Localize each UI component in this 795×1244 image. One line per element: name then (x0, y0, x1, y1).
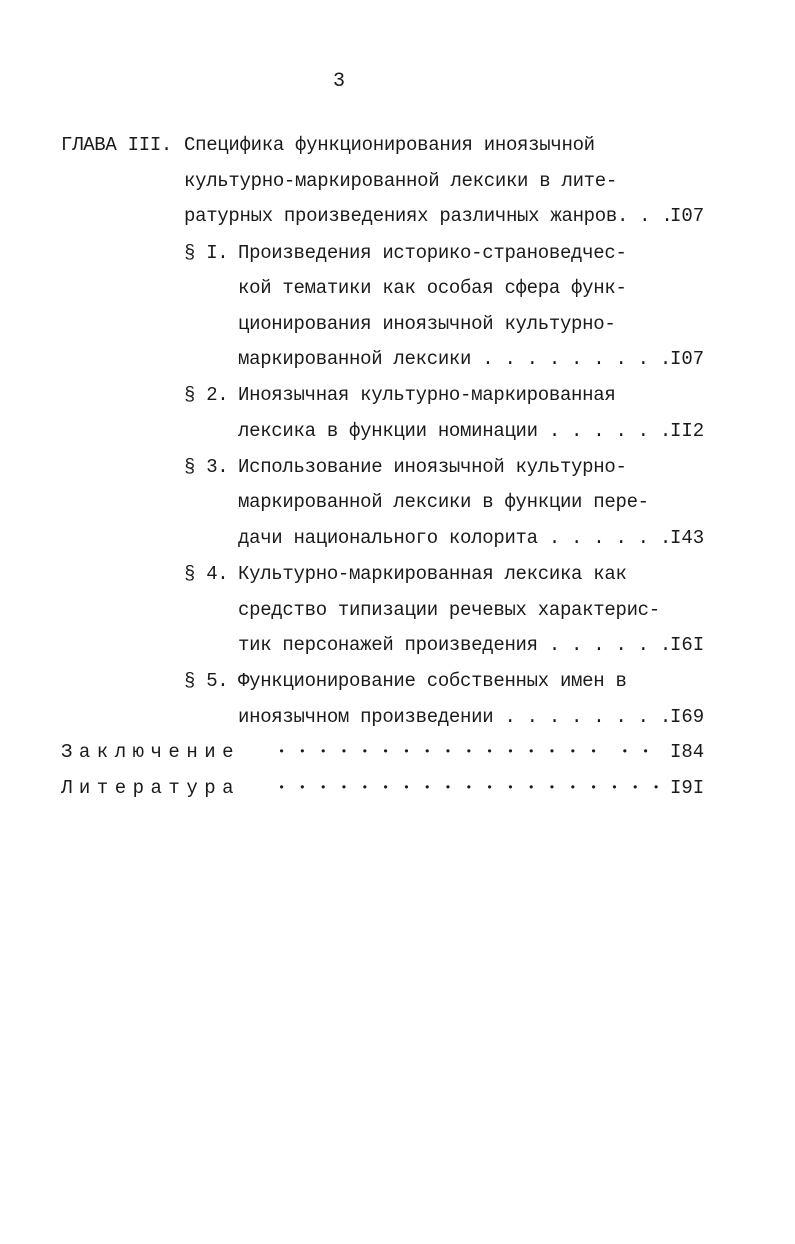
literature-label: Литература (61, 777, 241, 799)
section-4-line-1: Культурно-маркированная лексика как (238, 563, 627, 585)
section-2-line-1: Иноязычная культурно-маркированная (238, 384, 616, 406)
section-5-line-2: иноязычном произведении . . . . . . . . (238, 706, 671, 728)
chapter-title-line-3: ратурных произведениях различных жанров. . . (184, 205, 673, 227)
section-3-line-1: Использование иноязычной культурно- (238, 456, 627, 478)
section-2-line-2: лексика в функции номинации . . . . . . (238, 420, 671, 442)
conclusion-page: I84 (670, 741, 705, 763)
section-3-mark: § 3. (184, 456, 229, 478)
section-4-page: I6I (670, 634, 705, 656)
section-4-line-2: средство типизации речевых характерис- (238, 599, 660, 621)
section-1-line-2: кой тематики как особая сфера функ- (238, 277, 627, 299)
section-3-page: I43 (670, 527, 705, 549)
section-5-line-1: Функционирование собственных имен в (238, 670, 627, 692)
section-5-mark: § 5. (184, 670, 229, 692)
section-2-page: II2 (670, 420, 705, 442)
section-4-mark: § 4. (184, 563, 229, 585)
page-number: 3 (333, 70, 346, 93)
section-3-line-3: дачи национального колорита . . . . . . (238, 527, 671, 549)
conclusion-leader: • • • • • • • • • • • • • • • • • • (278, 745, 653, 759)
section-1-page: I07 (670, 348, 705, 370)
chapter-page: I07 (670, 205, 705, 227)
chapter-title-line-2: культурно-маркированной лексики в лите- (184, 170, 617, 192)
literature-page: I9I (670, 777, 705, 799)
section-4-line-3: тик персонажей произведения . . . . . . (238, 634, 671, 656)
section-5-page: I69 (670, 706, 705, 728)
section-1-line-1: Произведения историко-страноведчес- (238, 242, 627, 264)
section-1-line-3: ционирования иноязычной культурно- (238, 313, 616, 335)
section-2-mark: § 2. (184, 384, 229, 406)
literature-leader: • • • • • • • • • • • • • • • • • • • (278, 781, 663, 795)
section-1-mark: § I. (184, 242, 229, 264)
section-3-line-2: маркированной лексики в функции пере- (238, 491, 649, 513)
conclusion-label: Заключение (61, 741, 241, 763)
chapter-label: ГЛАВА III. (61, 134, 173, 156)
section-1-line-4: маркированной лексики . . . . . . . . . (238, 348, 671, 370)
chapter-title-line-1: Специфика функционирования иноязычной (184, 134, 595, 156)
